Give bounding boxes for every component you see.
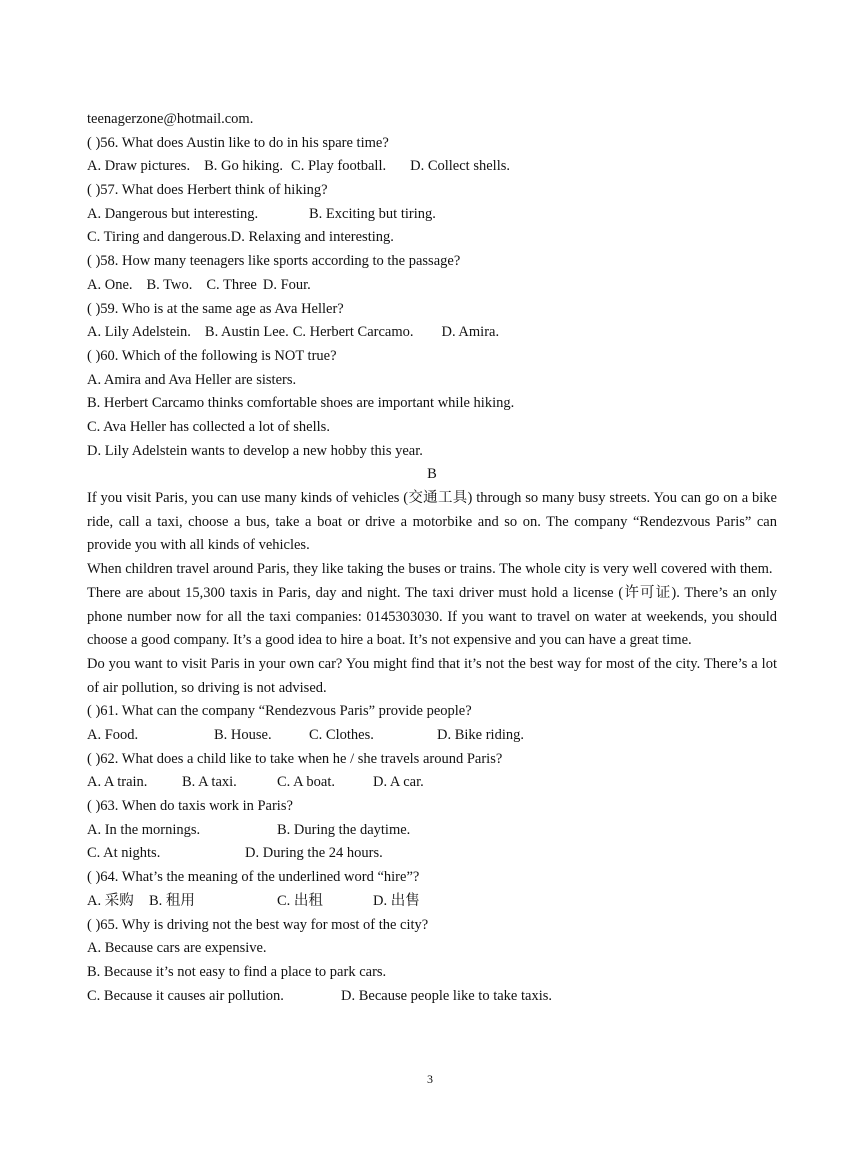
- option-b: B. Exciting but tiring.: [309, 205, 436, 222]
- option-b: B. A taxi.: [182, 774, 237, 791]
- question-65-options-row: [87, 985, 777, 1009]
- option-a: A. Draw pictures.: [87, 158, 191, 175]
- option-a: A. One.: [87, 276, 133, 293]
- option-b: B. Austin Lee.: [204, 324, 289, 341]
- option-c: C. Herbert Carcamo.: [292, 324, 414, 341]
- question-57-options-row1: [87, 203, 777, 227]
- passage-paragraph-3: There are about 15,300 taxis in Paris, day and night. The taxi driver must hold a license (许可证). There’s an only phone number now for all the taxi companies: 0145303030. If you want to travel on water at weekends, you should choose a good company. It’s a good idea to hire a boat. It’s not expensive and you can have a great time.: [87, 584, 777, 649]
- option-b: B. Because it’s not easy to find a place to park cars.: [87, 963, 387, 980]
- option-b: B. Two.: [146, 276, 193, 293]
- option-b: B. 租用: [149, 892, 195, 909]
- option-d: D. Collect shells.: [410, 158, 510, 175]
- page-content: [87, 108, 777, 1008]
- option-c: C. Play football.: [291, 158, 387, 175]
- option-c: C. Tiring and dangerous.: [87, 229, 231, 246]
- question-62: ( )62. What does a child like to take when he / she travels around Paris?: [87, 750, 503, 767]
- question-61-options: [87, 724, 777, 748]
- option-c: C. At nights.: [87, 845, 161, 862]
- question-62-options: [87, 771, 777, 795]
- passage-paragraph-1: If you visit Paris, you can use many kinds of vehicles (交通工具) through so many busy streets. You can go on a bike ride, call a taxi, choose a bus, take a boat or drive a motorbike and so on. The company “Rendezvous Paris” can provide you with all kinds of vehicles.: [87, 490, 777, 554]
- question-57-options-row2: [87, 226, 777, 250]
- option-c: C. 出租: [277, 892, 323, 909]
- question-64: ( )64. What’s the meaning of the underlined word “hire”?: [87, 869, 420, 886]
- option-c: C. Ava Heller has collected a lot of shells.: [87, 418, 330, 435]
- email-line: teenagerzone@hotmail.com.: [87, 111, 254, 127]
- option-b: B. During the daytime.: [277, 821, 411, 838]
- option-d: D. During the 24 hours.: [245, 845, 383, 862]
- option-a: A. Lily Adelstein.: [87, 324, 191, 341]
- question-57: ( )57. What does Herbert think of hiking?: [87, 182, 328, 199]
- question-61: ( )61. What can the company “Rendezvous Paris” provide people?: [87, 703, 472, 720]
- option-d: D. Amira.: [441, 324, 500, 341]
- option-c: C. A boat.: [277, 774, 336, 791]
- underlined-word-hire: hire: [383, 869, 407, 886]
- section-heading-b: B: [427, 466, 437, 483]
- page-number: 3: [427, 1072, 433, 1086]
- option-d: D. Four.: [262, 276, 311, 293]
- option-d: D. Lily Adelstein wants to develop a new hobby this year.: [87, 442, 423, 459]
- option-c: C. Three: [206, 276, 257, 293]
- option-b: B. Go hiking.: [204, 158, 284, 175]
- question-63-options-row2: [87, 842, 777, 866]
- question-56: ( )56. What does Austin like to do in his spare time?: [87, 134, 389, 151]
- question-64-options: [87, 890, 777, 914]
- option-c: C. Because it causes air pollution.: [87, 987, 284, 1004]
- question-58-options: [87, 274, 777, 298]
- option-a: A. Because cars are expensive.: [87, 940, 267, 957]
- option-b: B. House.: [214, 727, 272, 744]
- option-a: A. A train.: [87, 774, 148, 791]
- passage-paragraph-4: Do you want to visit Paris in your own car? You might find that it’s not the best way for most of the city. There’s a lot of air pollution, so driving is not advised.: [87, 655, 777, 696]
- option-a: A. In the mornings.: [87, 821, 201, 838]
- option-d: D. 出售: [373, 892, 420, 909]
- question-58: ( )58. How many teenagers like sports according to the passage?: [87, 253, 461, 270]
- option-a: A. Amira and Ava Heller are sisters.: [87, 371, 297, 388]
- option-a: A. Dangerous but interesting.: [87, 205, 259, 222]
- question-63-options-row1: [87, 819, 777, 843]
- option-a: A. Food.: [87, 727, 139, 744]
- question-56-options: [87, 155, 777, 179]
- option-c: C. Clothes.: [309, 727, 374, 744]
- question-63: ( )63. When do taxis work in Paris?: [87, 798, 293, 815]
- passage-paragraph-2: When children travel around Paris, they like taking the buses or trains. The whole city is very well covered with them.: [87, 561, 773, 578]
- option-d: D. Relaxing and interesting.: [230, 229, 394, 246]
- option-b: B. Herbert Carcamo thinks comfortable shoes are important while hiking.: [87, 395, 515, 412]
- option-d: D. Bike riding.: [437, 727, 524, 744]
- question-59-options: [87, 321, 777, 345]
- question-65: ( )65. Why is driving not the best way for most of the city?: [87, 916, 429, 933]
- option-a: A. 采购: [87, 892, 134, 909]
- option-d: D. Because people like to take taxis.: [341, 987, 552, 1004]
- option-d: D. A car.: [373, 774, 424, 791]
- question-60: ( )60. Which of the following is NOT true?: [87, 347, 337, 364]
- question-59: ( )59. Who is at the same age as Ava Heller?: [87, 300, 344, 317]
